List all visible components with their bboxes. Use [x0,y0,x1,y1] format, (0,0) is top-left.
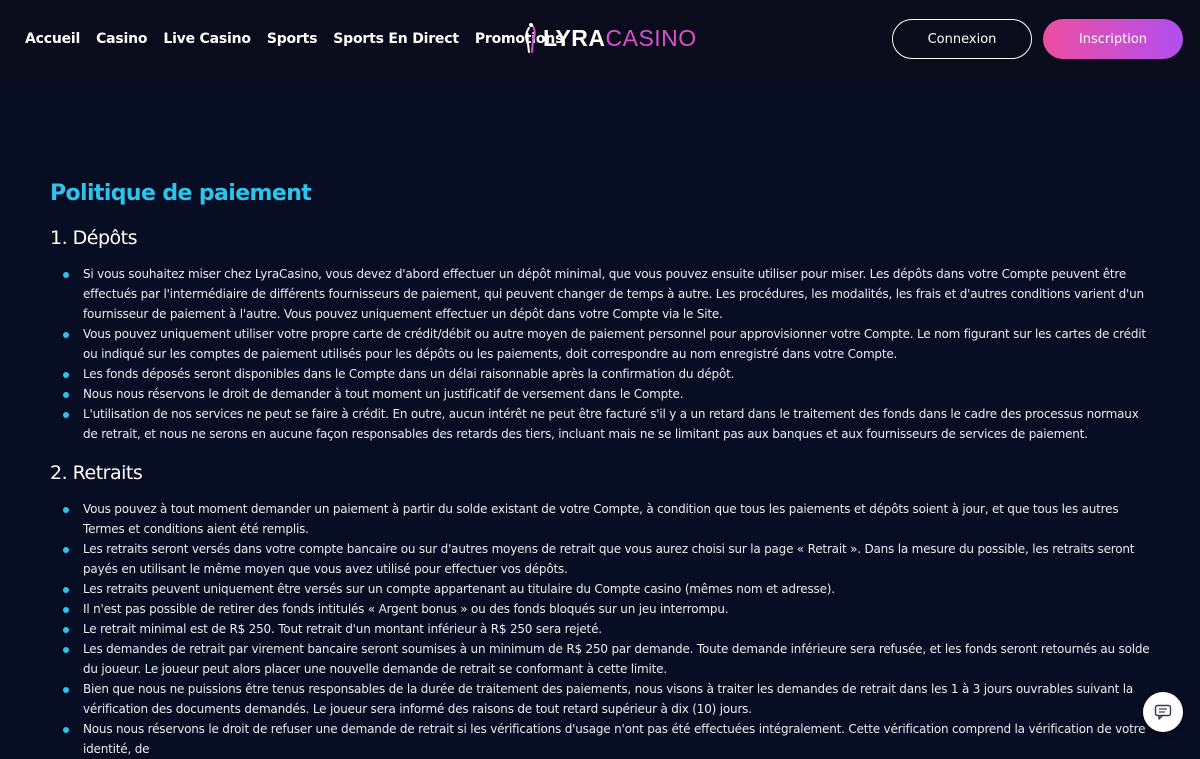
list-item: Bien que nous ne puissions être tenus responsables de la durée de traitement des paiements, nous visons à traiter les demandes de retrait dans les 1 à 3 jours ouvrables suivant la vérification des documents demandés. Le joueur sera informé des raisons de tout retard supérieur à dix (10) jours. [50,679,1150,719]
list-item: Les retraits seront versés dans votre compte bancaire ou sur d'autres moyens de retrait que vous aurez choisi sur la page « Retrait ». Dans la mesure du possible, les retraits seront payés en utilisant le même moyen que vous avez utilisé pour effectuer vos dépôts. [50,539,1150,579]
withdrawals-list [50,499,1150,759]
deposits-list [50,264,1150,444]
nav-item-live-casino[interactable]: Live Casino [163,31,251,47]
logo-wordmark [543,21,697,55]
top-navigation-bar [0,0,1200,80]
lyra-casino-logo[interactable] [523,21,697,55]
list-item: Les demandes de retrait par virement bancaire seront soumises à un minimum de R$ 250 par demande. Toute demande inférieure sera refusée, et les fonds seront retournés au solde du joueur. Le joueur peut alors placer une nouvelle demande de retrait se conformant à cette limite. [50,639,1150,679]
nav-item-promotions[interactable]: Promotions [474,31,564,47]
section-heading-withdrawals: 2. Retraits [50,462,143,484]
list-item: L'utilisation de nos services ne peut se faire à crédit. En outre, aucun intérêt ne peut être facturé s'il y a un retard dans le traitement des fonds dans le cadre des processus normaux de retrait, et nous ne serons en aucune façon responsables des retards des tiers, incluant mais ne se limitant pas aux banques et aux fournisseurs de services de paiement. [50,404,1150,444]
list-item: Nous nous réservons le droit de refuser une demande de retrait si les vérifications d'usage n'ont pas été effectuées intégralement. Cette vérification comprend la vérification de votre identité, de [50,719,1150,759]
chat-bubble-icon [1154,703,1172,721]
section-heading-deposits: 1. Dépôts [50,227,138,249]
list-item: Les retraits peuvent uniquement être versés sur un compte appartenant au titulaire du Compte casino (mêmes nom et adresse). [50,579,1150,599]
logo-wordmark-casino: CASINO [605,25,697,51]
signup-button[interactable]: Inscription [1043,19,1183,59]
nav-item-sports[interactable]: Sports [266,31,318,47]
lyre-logo-icon [523,22,540,54]
list-item: Les fonds déposés seront disponibles dans le Compte dans un délai raisonnable après la confirmation du dépôt. [50,364,1150,384]
list-item: Le retrait minimal est de R$ 250. Tout retrait d'un montant inférieur à R$ 250 sera rejeté. [50,619,1150,639]
main-nav [25,28,563,50]
list-item: Si vous souhaitez miser chez LyraCasino, vous devez d'abord effectuer un dépôt minimal, que vous pouvez ensuite utiliser pour miser. Les dépôts dans votre Compte peuvent être effectués par l'intermédiaire de différents fournisseurs de paiement, qui peuvent changer de temps à autre. Les procédures, les modalités, les frais et d'autres conditions varient d'un fournisseur de paiement à l'autre. Vous pouvez uniquement effectuer un dépôt dans votre Compte via le Site. [50,264,1150,324]
login-button[interactable]: Connexion [892,19,1032,59]
nav-item-sports-en-direct[interactable]: Sports En Direct [333,31,459,47]
nav-item-accueil[interactable]: Accueil [25,31,81,47]
list-item: Vous pouvez à tout moment demander un paiement à partir du solde existant de votre Compte, à condition que tous les paiements et dépôts soient à jour, et que tous les autres Termes et conditions aient été remplis. [50,499,1150,539]
logo-wordmark-lyra: LYRA [543,25,606,51]
page-title: Politique de paiement [50,181,312,206]
payment-policy-content [50,178,1150,759]
nav-item-casino[interactable]: Casino [96,31,148,47]
list-item: Vous pouvez uniquement utiliser votre propre carte de crédit/débit ou autre moyen de paiement personnel pour approvisionner votre Compte. Le nom figurant sur les cartes de crédit ou indiqué sur les comptes de paiement utilisés pour les dépôts ou les paiements, doit correspondre au nom enregistré dans votre Compte. [50,324,1150,364]
list-item: Il n'est pas possible de retirer des fonds intitulés « Argent bonus » ou des fonds bloqués sur un jeu interrompu. [50,599,1150,619]
live-chat-button[interactable] [1143,692,1183,732]
list-item: Nous nous réservons le droit de demander à tout moment un justificatif de versement dans le Compte. [50,384,1150,404]
